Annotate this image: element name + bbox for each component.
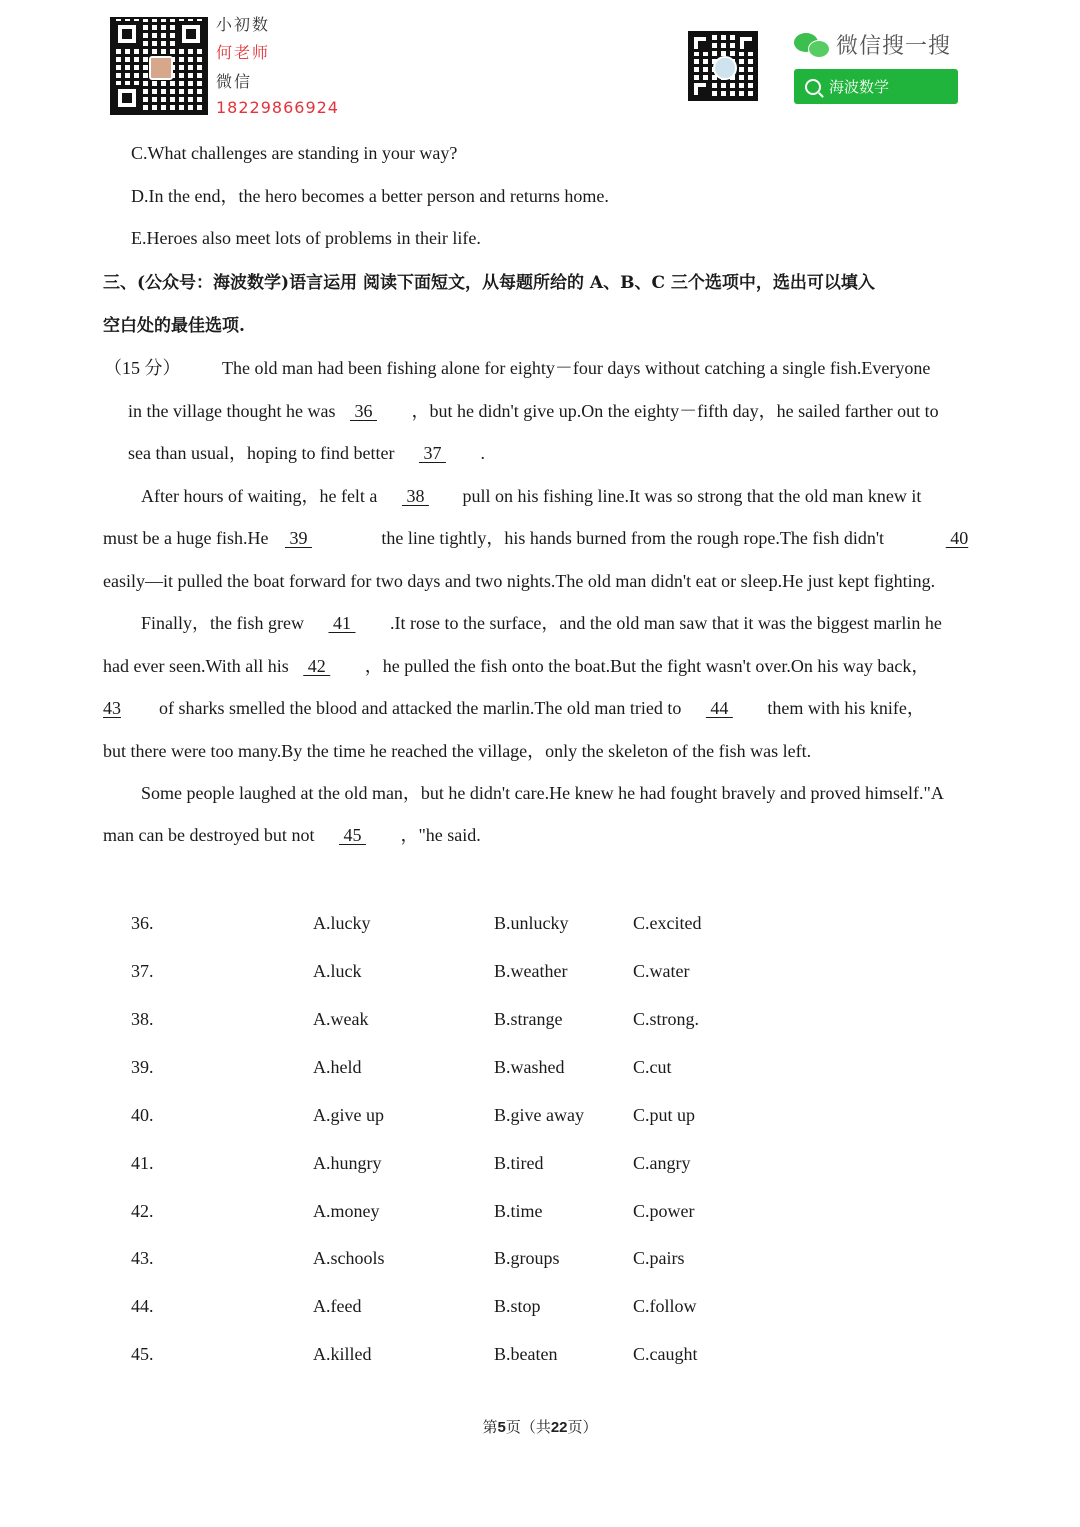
option-a[interactable]: A.lucky xyxy=(313,913,371,933)
option-b[interactable]: B.strange xyxy=(494,1009,563,1029)
search-icon xyxy=(805,79,821,95)
option-b[interactable]: B.weather xyxy=(494,961,568,981)
question-number: 42. xyxy=(131,1201,154,1221)
option-c[interactable]: C.angry xyxy=(633,1153,691,1173)
qr-finder-icon xyxy=(691,80,709,98)
passage-line: After hours of waiting，he felt a 38 pull on his fishing line.It was so strong that the old man knew it xyxy=(141,486,922,506)
page-number: 5 xyxy=(497,1419,506,1436)
blank-41: 41 xyxy=(328,613,356,633)
page-total: 22 xyxy=(550,1419,568,1436)
passage-line: The old man had been fishing alone for eighty－four days without catching a single fish.Everyone xyxy=(222,358,931,378)
passage-line: man can be destroyed but not 45 ，"he said. xyxy=(103,825,481,845)
option-b[interactable]: B.tired xyxy=(494,1153,544,1173)
option-c[interactable]: C.water xyxy=(633,961,690,981)
option-d-text: D.In the end，the hero becomes a better person and returns home. xyxy=(131,186,609,206)
option-a[interactable]: A.killed xyxy=(313,1344,372,1364)
option-b[interactable]: B.groups xyxy=(494,1248,560,1268)
blank-42: 42 xyxy=(303,656,331,676)
option-e-text: E.Heroes also meet lots of problems in their life. xyxy=(131,228,481,248)
question-number: 43. xyxy=(131,1248,154,1268)
option-b[interactable]: B.give away xyxy=(494,1105,584,1125)
option-c[interactable]: C.power xyxy=(633,1201,695,1221)
passage-line: 43 of sharks smelled the blood and attacked the marlin.The old man tried to 44 them with his knife， xyxy=(103,698,925,718)
option-c[interactable]: C.cut xyxy=(633,1057,672,1077)
question-number: 38. xyxy=(131,1009,154,1029)
option-b[interactable]: B.washed xyxy=(494,1057,565,1077)
page-footer: 第5页（共22页） xyxy=(482,1419,598,1436)
blank-36: 36 xyxy=(349,401,377,421)
passage-line: must be a huge fish.He 39 the line tightly，his hands burned from the rough rope.The fish didn't 40 xyxy=(103,526,977,550)
option-a[interactable]: A.weak xyxy=(313,1009,369,1029)
qr-finder-icon xyxy=(691,34,709,52)
option-a[interactable]: A.luck xyxy=(313,961,362,981)
option-c[interactable]: C.strong. xyxy=(633,1009,700,1029)
magnifier-logo-icon xyxy=(713,56,737,80)
wechat-search-title: 微信搜一搜 xyxy=(836,34,952,59)
option-c[interactable]: C.follow xyxy=(633,1296,697,1316)
option-b[interactable]: B.beaten xyxy=(494,1344,558,1364)
blank-43: 43 xyxy=(103,698,121,718)
wechat-search-button[interactable] xyxy=(794,69,958,104)
contact-note-line2: 何老师 xyxy=(216,43,271,62)
question-number: 37. xyxy=(131,961,154,981)
blank-39: 39 xyxy=(284,528,312,548)
option-c[interactable]: C.excited xyxy=(633,913,702,933)
qr-finder-icon xyxy=(114,21,140,47)
blank-40: 40 xyxy=(945,528,969,548)
option-a[interactable]: A.hungry xyxy=(313,1153,382,1173)
option-c-text: C.What challenges are standing in your way? xyxy=(131,143,458,163)
section-heading: 三、(公众号：海波数学)语言运用 阅读下面短文，从每题所给的 A、B、C 三个选项中，选出可以填入 xyxy=(103,273,875,293)
option-a[interactable]: A.give up xyxy=(313,1105,384,1125)
passage-line: Some people laughed at the old man，but he didn't care.He knew he had fought bravely and proved himself."A xyxy=(141,783,944,803)
option-a[interactable]: A.feed xyxy=(313,1296,362,1316)
option-b[interactable]: B.stop xyxy=(494,1296,541,1316)
question-number: 39. xyxy=(131,1057,154,1077)
blank-45: 45 xyxy=(338,825,366,845)
wechat-icon xyxy=(794,31,830,57)
passage-line: easily—it pulled the boat forward for two days and two nights.The old man didn't eat or sleep.He just kept fighting. xyxy=(103,571,936,591)
question-number: 40. xyxy=(131,1105,154,1125)
question-number: 44. xyxy=(131,1296,154,1316)
search-button-label: 海波数学 xyxy=(829,78,890,96)
points-label: （15 分） xyxy=(104,358,181,378)
option-c[interactable]: C.pairs xyxy=(633,1248,685,1268)
option-b[interactable]: B.unlucky xyxy=(494,913,569,933)
qr-code-left xyxy=(110,17,208,115)
option-a[interactable]: A.schools xyxy=(313,1248,385,1268)
question-number: 45. xyxy=(131,1344,154,1364)
qr-code-right xyxy=(688,31,758,101)
contact-phone: 18229866924 xyxy=(216,98,339,117)
blank-44: 44 xyxy=(705,698,733,718)
avatar xyxy=(149,56,173,80)
contact-note-line3: 微信 xyxy=(216,72,253,91)
option-c[interactable]: C.put up xyxy=(633,1105,696,1125)
qr-finder-icon xyxy=(737,34,755,52)
passage-line: in the village thought he was 36 ，but he didn't give up.On the eighty－fifth day，he sailed farther out to xyxy=(128,401,939,421)
option-c[interactable]: C.caught xyxy=(633,1344,698,1364)
question-number: 36. xyxy=(131,913,154,933)
section-heading-cont: 空白处的最佳选项. xyxy=(103,316,245,336)
option-b[interactable]: B.time xyxy=(494,1201,543,1221)
question-number: 41. xyxy=(131,1153,154,1173)
qr-finder-icon xyxy=(178,21,204,47)
passage-line: sea than usual，hoping to find better 37 . xyxy=(128,443,485,463)
qr-finder-icon xyxy=(114,85,140,111)
blank-37: 37 xyxy=(418,443,446,463)
passage-line: had ever seen.With all his 42 ，he pulled the fish onto the boat.But the fight wasn't over.On his way back， xyxy=(103,656,930,676)
option-a[interactable]: A.money xyxy=(313,1201,380,1221)
contact-note-line1: 小初数 xyxy=(216,15,271,34)
passage-line: but there were too many.By the time he reached the village，only the skeleton of the fish was left. xyxy=(103,741,812,761)
passage-line: Finally，the fish grew 41 .It rose to the surface，and the old man saw that it was the biggest marlin he xyxy=(141,613,942,633)
blank-38: 38 xyxy=(401,486,429,506)
option-a[interactable]: A.held xyxy=(313,1057,362,1077)
